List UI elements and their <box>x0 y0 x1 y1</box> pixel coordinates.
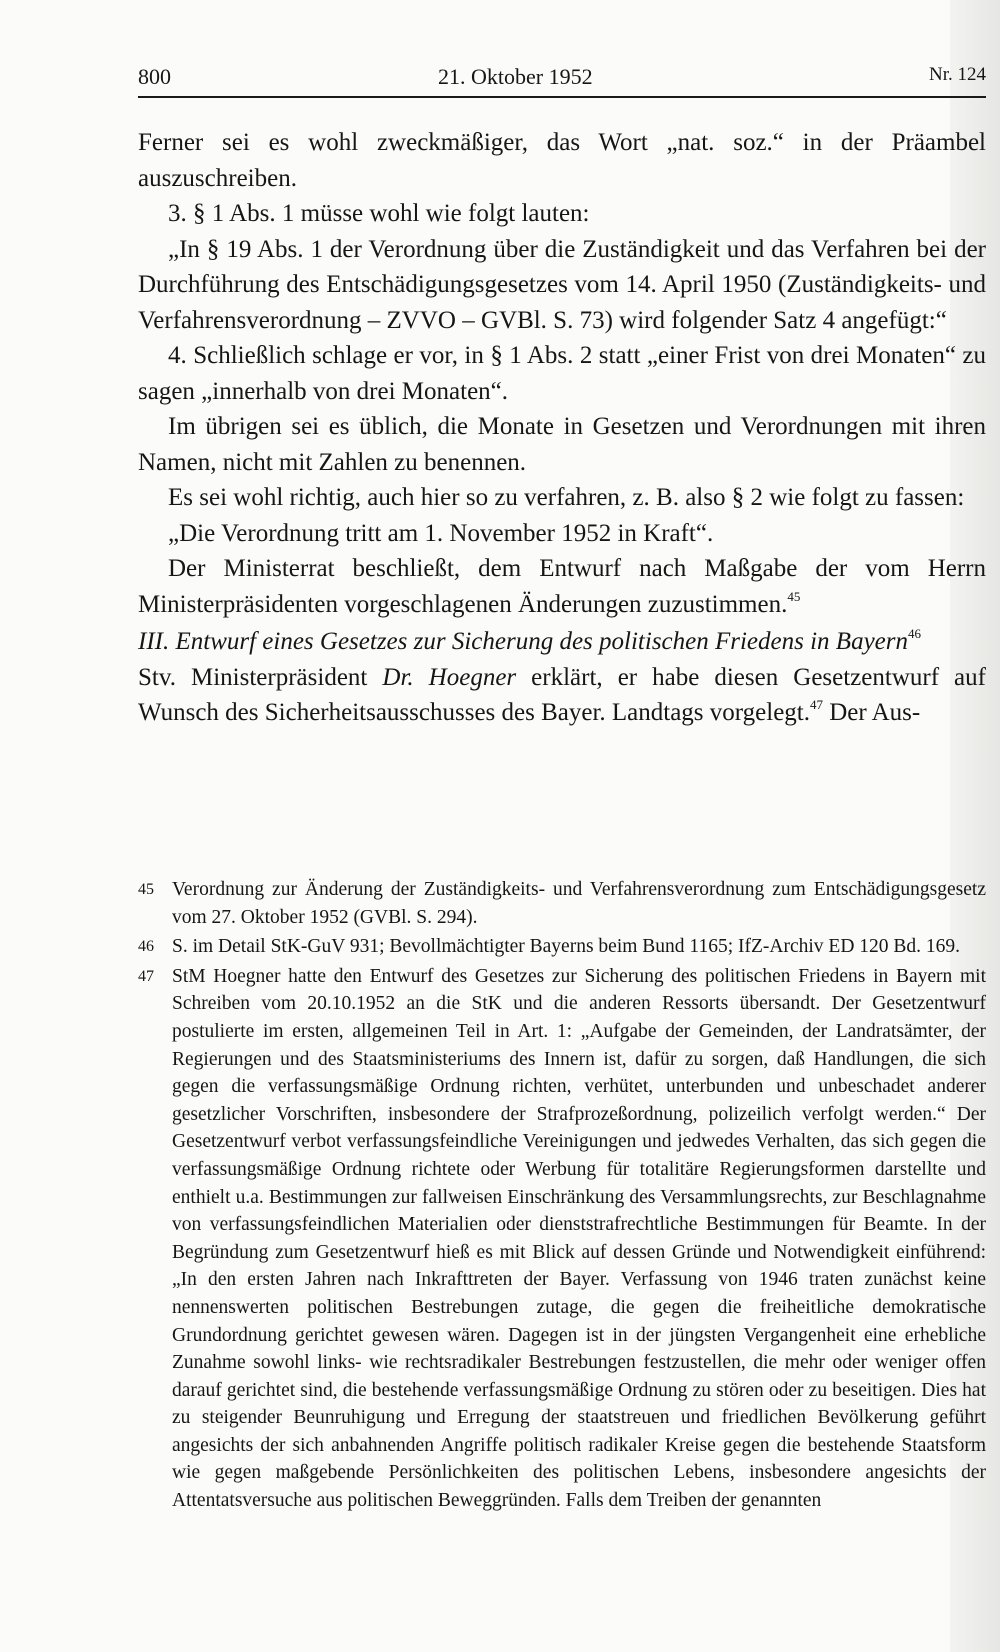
speaker-name: Dr. Hoegner <box>382 663 517 691</box>
header-date: 21. Oktober 1952 <box>438 64 593 89</box>
body-text <box>138 125 986 731</box>
footnote-47 <box>138 963 986 1515</box>
hoegner-text-c: Der Aus- <box>823 699 921 726</box>
agenda-heading-III <box>138 624 986 660</box>
hoegner-text-b: erklärt, er habe diesen Gesetzentwurf auf Wunsch des Sicherheitsausschusses des Bayer. Landtags vorgelegt. <box>138 663 986 726</box>
paragraph-preamble: Ferner sei es wohl zweckmäßiger, das Wort „nat. soz.“ in der Präambel auszuschreiben. <box>138 129 986 192</box>
paragraph-resolution <box>138 551 986 622</box>
paragraph-point-3: 3. § 1 Abs. 1 müsse wohl wie folgt lauten: <box>168 200 590 227</box>
paragraph-hoegner <box>138 660 986 731</box>
footnote-ref-47: 47 <box>810 697 823 712</box>
hoegner-text-a: Stv. Ministerpräsident <box>138 663 383 691</box>
paragraph-quoted-paragraph-19: „In § 19 Abs. 1 der Verordnung über die Zuständigkeit und das Verfahren bei der Durchführung des Entschädigungsgesetzes vom 14. April 1950 (Zuständigkeits- und Verfahrensverordnung – ZVVO – GVBl. S. 73) wird folgender Satz 4 angefügt:“ <box>138 235 986 334</box>
footnote-ref-45: 45 <box>787 588 801 604</box>
page-number: 800 <box>138 64 171 89</box>
footnote-number: 45 <box>138 881 154 898</box>
footnotes <box>138 876 986 1517</box>
paragraph-months: Im übrigen sei es üblich, die Monate in Gesetzen und Verordnungen mit ihren Namen, nicht mit Zahlen zu benennen. <box>138 413 986 476</box>
running-header <box>138 62 986 98</box>
footnote-number: 47 <box>138 967 154 985</box>
paragraph-quoted-paragraph-2: „Die Verordnung tritt am 1. November 1952 in Kraft“. <box>168 519 714 547</box>
footnote-ref-46: 46 <box>908 626 921 641</box>
issue-number: Nr. 124 <box>929 64 986 85</box>
footnote-text: S. im Detail StK-GuV 931; Bevollmächtigter Bayerns beim Bund 1165; IfZ-Archiv ED 120 Bd. 169. <box>172 936 961 958</box>
paragraph-point-4: 4. Schließlich schlage er vor, in § 1 Abs. 2 statt „einer Frist von drei Monaten“ zu sagen „innerhalb von drei Monaten“. <box>138 342 986 405</box>
paragraph-example: Es sei wohl richtig, auch hier so zu verfahren, z. B. also § 2 wie folgt zu fassen: <box>168 484 965 511</box>
agenda-heading-text: III. Entwurf eines Gesetzes zur Sicherung des politischen Friedens in Bayern <box>138 628 908 655</box>
footnote-number: 46 <box>138 938 154 956</box>
footnote-46 <box>138 933 986 961</box>
footnote-45 <box>138 876 986 931</box>
footnote-text: StM Hoegner hatte den Entwurf des Gesetzes zur Sicherung des politischen Friedens in Bayern mit Schreiben vom 20.10.1952 an die StK und die anderen Ressorts übersandt. Der Gesetzentwurf postulierte im ersten, allgemeinen Teil in Art. 1: „Aufgabe der Gemeinden, der Landratsämter, der Regierungen und des Staatsministeriums des Innern ist, dafür zu sorgen, daß Handlungen, die sich gegen die verfassungsmäßige Ordnung richten, verhütet, unterbunden und unbeschadet anderer gesetzlicher Vorschriften, insbesondere der Strafprozeßordnung, polizeilich verfolgt werden.“ Der Gesetzentwurf verbot verfassungsfeindliche Vereinigungen und jedwedes Verhalten, das sich gegen die verfassungsmäßige Ordnung richtete oder Werbung für totalitäre Regierungsformen darstellte und enthielt u.a. Bestimmungen zur fallweisen Einschränkung des Versammlungsrechts, zur Beschlagnahme von verfassungsfeindlichen Materialien oder dienststrafrechtliche Bestimmungen für Beamte. In der Begründung zum Gesetzentwurf hieß es mit Blick auf dessen Gründe und Notwendigkeit einführend: „In den ersten Jahren nach Inkrafttreten der Bayer. Verfassung von 1946 traten zunächst keine nennenswerten politischen Bestrebungen zutage, die gegen die freiheitliche demokratische Grundordnung gerichtet gewesen wären. Dagegen ist in der jüngsten Vergangenheit eine erhebliche Zunahme sowohl links- wie rechtsradikaler Bestrebungen festzustellen, die mehr oder weniger offen darauf gerichtet sind, die bestehende verfassungsmäßige Ordnung zu stören oder zu beseitigen. Dies hat zu steigender Beunruhigung und Erregung der staatstreuen und friedlichen Bevölkerung geführt angesichts der sich anbahnenden Angriffe politisch radikaler Kreise gegen die bestehende Staatsform wie gegen maßgebende Persönlichkeiten des politischen Lebens, insbesondere angesichts der Attentatsversuche aus politischen Beweggründen. Falls dem Treiben der genannten <box>172 965 986 1512</box>
resolution-text: Der Ministerrat beschließt, dem Entwurf nach Maßgabe der vom Herrn Ministerpräsidenten vorgeschlagenen Änderungen zuzustimmen. <box>138 555 986 618</box>
footnote-text: Verordnung zur Änderung der Zuständigkeits- und Verfahrensverordnung zum Entschädigungsgesetz vom 27. Oktober 1952 (GVBl. S. 294). <box>172 879 986 928</box>
